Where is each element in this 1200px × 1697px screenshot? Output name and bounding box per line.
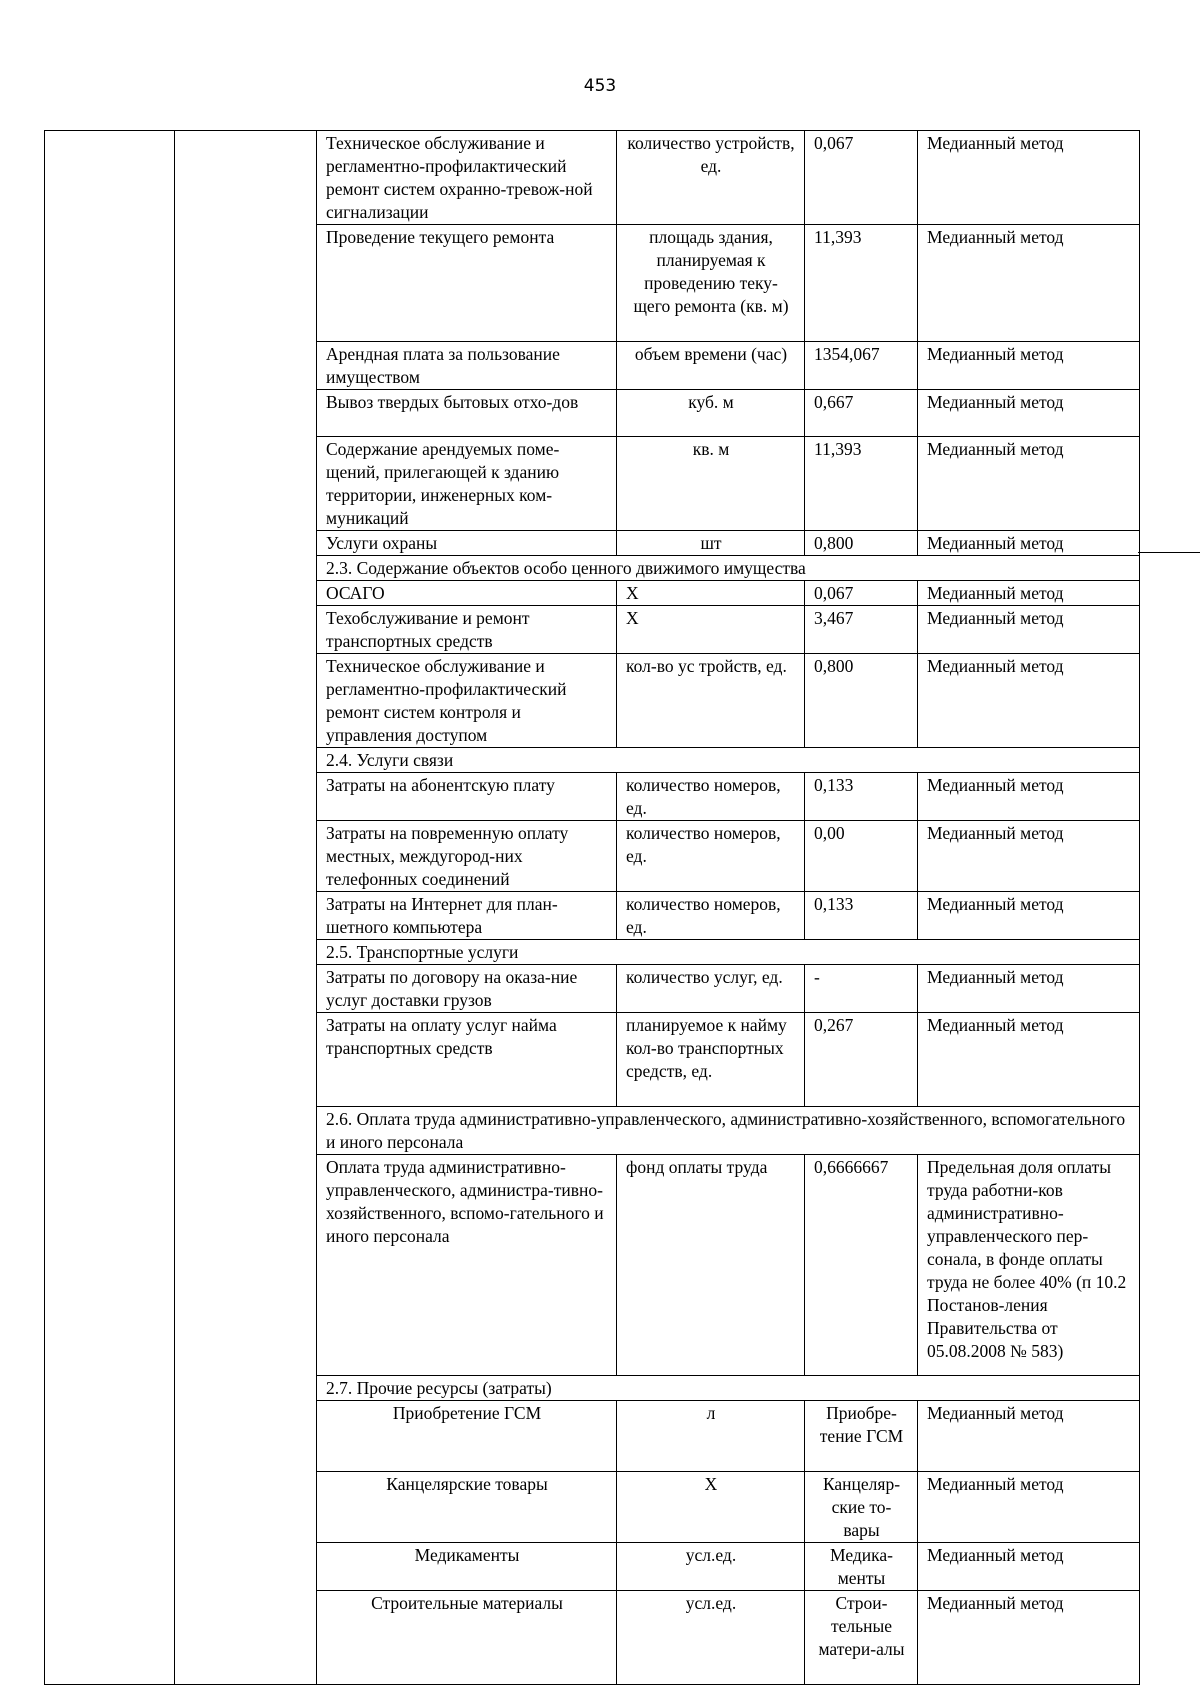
unit-of-measure: объем времени (час) bbox=[617, 342, 805, 390]
norm-value: 11,393 bbox=[805, 225, 918, 342]
cost-item-name: Приобретение ГСМ bbox=[317, 1401, 617, 1472]
cost-item-name: Медикаменты bbox=[317, 1543, 617, 1591]
calculation-method: Медианный метод bbox=[918, 531, 1140, 556]
unit-of-measure: количество устройств, ед. bbox=[617, 131, 805, 225]
calculation-method: Медианный метод bbox=[918, 390, 1140, 437]
cost-item-name: Затраты на оплату услуг найма транспортных средств bbox=[317, 1013, 617, 1107]
cost-item-name: Канцелярские товары bbox=[317, 1472, 617, 1543]
calculation-method: Медианный метод bbox=[918, 581, 1140, 606]
cost-item-name: Содержание арендуемых поме-щений, прилегающей к зданию территории, инженерных ком-муникаций bbox=[317, 437, 617, 531]
unit-of-measure: усл.ед. bbox=[617, 1543, 805, 1591]
section-rule-extension bbox=[1138, 552, 1200, 553]
calculation-method: Медианный метод bbox=[918, 654, 1140, 748]
cost-item-name: Услуги охраны bbox=[317, 531, 617, 556]
unit-of-measure: площадь здания, планируемая к проведению теку-щего ремонта (кв. м) bbox=[617, 225, 805, 342]
unit-of-measure: Х bbox=[617, 606, 805, 654]
calculation-method: Медианный метод bbox=[918, 773, 1140, 821]
unit-of-measure: количество номеров, ед. bbox=[617, 892, 805, 940]
unit-of-measure: куб. м bbox=[617, 390, 805, 437]
table-row bbox=[45, 131, 1140, 225]
costs-table bbox=[44, 130, 1140, 1685]
section-heading: 2.5. Транспортные услуги bbox=[317, 940, 1140, 965]
calculation-method: Медианный метод bbox=[918, 821, 1140, 892]
calculation-method: Медианный метод bbox=[918, 1591, 1140, 1685]
norm-value: Строи-тельные матери-алы bbox=[805, 1591, 918, 1685]
calculation-method: Медианный метод bbox=[918, 892, 1140, 940]
unit-of-measure: фонд оплаты труда bbox=[617, 1155, 805, 1376]
unit-of-measure: шт bbox=[617, 531, 805, 556]
calculation-method: Медианный метод bbox=[918, 342, 1140, 390]
norm-value: 0,00 bbox=[805, 821, 918, 892]
calculation-method: Предельная доля оплаты труда работни-ков административно-управленческого пер-сонала, в фонде оплаты труда не более 40% (п 10.2 Постанов-ления Правительства от 05.08.2008 № 583) bbox=[918, 1155, 1140, 1376]
norm-value: 3,467 bbox=[805, 606, 918, 654]
norm-value: 0,067 bbox=[805, 581, 918, 606]
unit-of-measure: кол-во ус тройств, ед. bbox=[617, 654, 805, 748]
calculation-method: Медианный метод bbox=[918, 131, 1140, 225]
cost-item-name: Затраты на Интернет для план-шетного компьютера bbox=[317, 892, 617, 940]
section-heading: 2.6. Оплата труда административно-управленческого, административно-хозяйственного, вспомогательного и иного персонала bbox=[317, 1107, 1140, 1155]
section-heading: 2.4. Услуги связи bbox=[317, 748, 1140, 773]
cost-item-name: Вывоз твердых бытовых отхо-дов bbox=[317, 390, 617, 437]
section-heading: 2.7. Прочие ресурсы (затраты) bbox=[317, 1376, 1140, 1401]
cost-item-name: Строительные материалы bbox=[317, 1591, 617, 1685]
norm-value: 0,6666667 bbox=[805, 1155, 918, 1376]
calculation-method: Медианный метод bbox=[918, 965, 1140, 1013]
cost-item-name: Техобслуживание и ремонт транспортных средств bbox=[317, 606, 617, 654]
outer-col-2 bbox=[175, 131, 317, 1685]
norm-value: Приобре-тение ГСМ bbox=[805, 1401, 918, 1472]
norm-value: 1354,067 bbox=[805, 342, 918, 390]
section-heading: 2.3. Содержание объектов особо ценного движимого имущества bbox=[317, 556, 1140, 581]
cost-item-name: Проведение текущего ремонта bbox=[317, 225, 617, 342]
cost-item-name: Затраты по договору на оказа-ние услуг доставки грузов bbox=[317, 965, 617, 1013]
unit-of-measure: Х bbox=[617, 1472, 805, 1543]
calculation-method: Медианный метод bbox=[918, 1472, 1140, 1543]
calculation-method: Медианный метод bbox=[918, 606, 1140, 654]
page-number: 453 bbox=[583, 76, 617, 96]
calculation-method: Медианный метод bbox=[918, 1013, 1140, 1107]
outer-col-1 bbox=[45, 131, 175, 1685]
norm-value: 0,133 bbox=[805, 773, 918, 821]
unit-of-measure: усл.ед. bbox=[617, 1591, 805, 1685]
cost-item-name: Затраты на повременную оплату местных, междугород-них телефонных соединений bbox=[317, 821, 617, 892]
cost-item-name: Техническое обслуживание и регламентно-профилактический ремонт систем контроля и управления доступом bbox=[317, 654, 617, 748]
unit-of-measure: количество номеров, ед. bbox=[617, 773, 805, 821]
norm-value: 0,067 bbox=[805, 131, 918, 225]
cost-item-name: Оплата труда административно-управленческого, администра-тивно-хозяйственного, вспомо-гательного и иного персонала bbox=[317, 1155, 617, 1376]
cost-item-name: ОСАГО bbox=[317, 581, 617, 606]
cost-item-name: Затраты на абонентскую плату bbox=[317, 773, 617, 821]
norm-value: - bbox=[805, 965, 918, 1013]
unit-of-measure: кв. м bbox=[617, 437, 805, 531]
norm-value: Медика-менты bbox=[805, 1543, 918, 1591]
norm-value: 11,393 bbox=[805, 437, 918, 531]
calculation-method: Медианный метод bbox=[918, 1543, 1140, 1591]
unit-of-measure: л bbox=[617, 1401, 805, 1472]
cost-item-name: Техническое обслуживание и регламентно-профилактический ремонт систем охранно-тревож-ной сигнализации bbox=[317, 131, 617, 225]
unit-of-measure: планируемое к найму кол-во транспортных средств, ед. bbox=[617, 1013, 805, 1107]
costs-table-body bbox=[45, 131, 1140, 1685]
unit-of-measure: Х bbox=[617, 581, 805, 606]
norm-value: 0,667 bbox=[805, 390, 918, 437]
unit-of-measure: количество услуг, ед. bbox=[617, 965, 805, 1013]
norm-value: 0,800 bbox=[805, 531, 918, 556]
norm-value: 0,133 bbox=[805, 892, 918, 940]
cost-item-name: Арендная плата за пользование имуществом bbox=[317, 342, 617, 390]
norm-value: Канцеляр-ские то-вары bbox=[805, 1472, 918, 1543]
calculation-method: Медианный метод bbox=[918, 225, 1140, 342]
norm-value: 0,800 bbox=[805, 654, 918, 748]
unit-of-measure: количество номеров, ед. bbox=[617, 821, 805, 892]
calculation-method: Медианный метод bbox=[918, 1401, 1140, 1472]
norm-value: 0,267 bbox=[805, 1013, 918, 1107]
calculation-method: Медианный метод bbox=[918, 437, 1140, 531]
